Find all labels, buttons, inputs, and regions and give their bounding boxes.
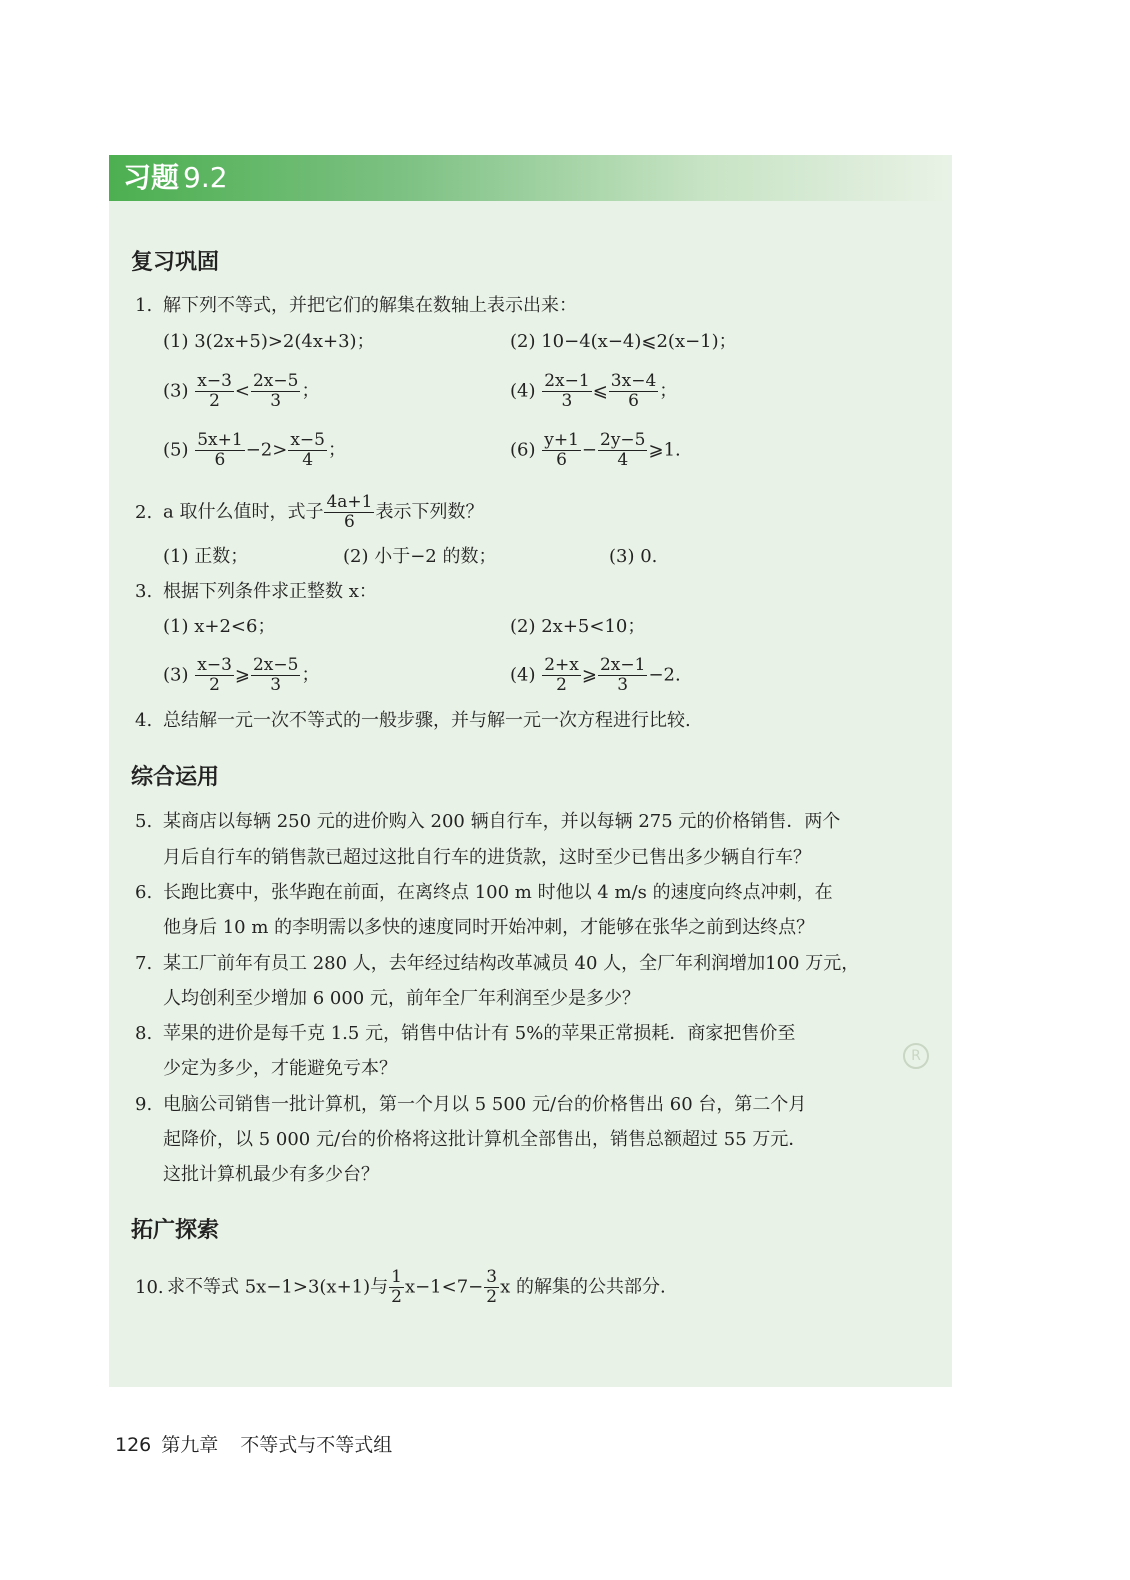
page-number: 126 <box>115 1434 152 1456</box>
numerator: 3x−4 <box>610 371 657 391</box>
q2-part-3: (3) 0. <box>609 546 658 567</box>
section-heading-extension: 拓广探索 <box>131 1218 220 1243</box>
denominator: 6 <box>628 391 639 411</box>
numerator: 2y−5 <box>600 430 646 450</box>
question-1 <box>135 293 577 319</box>
fraction <box>484 1268 499 1307</box>
question-8 <box>135 1021 795 1047</box>
denominator: 2 <box>556 675 567 695</box>
denominator: 3 <box>617 675 629 695</box>
question-6 <box>135 880 833 906</box>
punctuation: −2. <box>648 664 681 686</box>
part-label: (6) <box>510 439 536 461</box>
part-label: (4) <box>510 664 536 686</box>
section-heading-review: 复习巩固 <box>131 250 220 275</box>
question-text: 长跑比赛中，张华跑在前面，在离终点 100 m 时他以 4 m/s 的速度向终点冲刺，在 <box>163 882 833 903</box>
fraction <box>324 493 374 532</box>
exercise-title <box>123 159 228 197</box>
page-footer <box>115 1430 392 1457</box>
question-text: 某工厂前年有员工 280 人，去年经过结构改革减员 40 人，全厂年利润增加100 万元， <box>163 953 860 974</box>
denominator: 6 <box>556 450 567 470</box>
question-text: 表示下列数？ <box>375 501 484 523</box>
part-label: (4) <box>510 380 536 402</box>
fraction <box>195 431 244 470</box>
numerator: 2x−5 <box>252 371 299 391</box>
fraction <box>389 1268 404 1307</box>
punctuation: ； <box>659 380 678 402</box>
denominator: 3 <box>561 391 573 411</box>
question-number: 7. <box>135 953 153 974</box>
question-2 <box>135 493 483 532</box>
numerator: 3 <box>486 1267 498 1287</box>
fraction <box>542 372 591 411</box>
question-text: 解下列不等式，并把它们的解集在数轴上表示出来： <box>163 295 577 316</box>
numerator: x−3 <box>197 371 232 391</box>
q3-part-4 <box>510 656 681 695</box>
part-label: (3) <box>163 664 189 686</box>
q1-part-3 <box>163 372 319 411</box>
q1-part-6 <box>510 431 681 470</box>
question-number: 2. <box>135 501 153 523</box>
question-text: 总结解一元一次不等式的一般步骤，并与解一元一次方程进行比较. <box>163 710 691 731</box>
punctuation: ⩾1. <box>648 439 681 461</box>
punctuation: ； <box>327 439 346 461</box>
punctuation: ； <box>301 380 320 402</box>
title-number: 9.2 <box>183 161 228 194</box>
denominator: 6 <box>214 450 226 470</box>
operator: ⩾ <box>234 664 250 686</box>
question-number: 1. <box>135 295 153 316</box>
fraction <box>598 656 647 695</box>
question-9-line-3: 这批计算机最少有多少台？ <box>163 1164 379 1185</box>
q1-part-4 <box>510 372 677 411</box>
numerator: x−3 <box>197 655 232 675</box>
fraction <box>288 431 327 470</box>
fraction <box>542 656 581 695</box>
fraction <box>251 656 300 695</box>
denominator: 2 <box>209 675 220 695</box>
q2-part-1: (1) 正数； <box>163 546 249 567</box>
question-8-line-2: 少定为多少，才能避免亏本？ <box>163 1058 397 1079</box>
question-number: 9. <box>135 1094 153 1115</box>
question-number: 3. <box>135 581 153 602</box>
question-6-line-2: 他身后 10 m 的李明需以多快的速度同时开始冲刺，才能够在张华之前到达终点？ <box>163 917 815 938</box>
numerator: 4a+1 <box>326 492 373 512</box>
q3-part-2: (2) 2x+5<10； <box>510 616 646 637</box>
q3-part-3 <box>163 656 319 695</box>
question-number: 6. <box>135 882 153 903</box>
numerator: 1 <box>391 1267 402 1287</box>
operator: ⩽ <box>592 380 608 402</box>
question-number: 8. <box>135 1023 153 1044</box>
denominator: 4 <box>617 450 629 470</box>
part-label: (3) <box>163 380 189 402</box>
question-text: 电脑公司销售一批计算机，第一个月以 5 500 元/台的价格售出 60 台，第二个月 <box>163 1094 807 1115</box>
question-4 <box>135 708 691 734</box>
question-text: 求不等式 5x−1>3(x+1)与 <box>167 1276 389 1298</box>
question-text: x−1<7− <box>404 1276 484 1298</box>
chapter-title: 不等式与不等式组 <box>240 1434 393 1456</box>
numerator: 2x−1 <box>544 371 590 391</box>
fraction <box>542 431 581 470</box>
question-7-line-2: 人均创利至少增加 6 000 元，前年全厂年利润至少是多少？ <box>163 988 640 1009</box>
question-number: 10. <box>135 1276 164 1298</box>
question-3 <box>135 579 377 605</box>
denominator: 2 <box>486 1287 498 1307</box>
numerator: x−5 <box>290 430 325 450</box>
operator: − <box>581 439 597 461</box>
question-7 <box>135 951 859 977</box>
question-text: a 取什么值时，式子 <box>163 501 324 523</box>
denominator: 2 <box>209 391 220 411</box>
question-9-line-2: 起降价，以 5 000 元/台的价格将这批计算机全部售出，销售总额超过 55 万元． <box>163 1129 807 1150</box>
fraction <box>195 656 234 695</box>
section-heading-application: 综合运用 <box>131 765 220 790</box>
q3-part-1: (1) x+2<6； <box>163 616 276 637</box>
fraction <box>251 372 300 411</box>
question-text: 根据下列条件求正整数 x： <box>163 581 377 602</box>
denominator: 4 <box>302 450 314 470</box>
question-number: 5. <box>135 811 153 832</box>
numerator: 2x−1 <box>599 655 646 675</box>
numerator: 2+x <box>544 655 579 675</box>
q1-part-1: (1) 3(2x+5)>2(4x+3)； <box>163 331 375 352</box>
punctuation: ； <box>301 664 320 686</box>
numerator: 2x−5 <box>252 655 299 675</box>
question-text: x 的解集的公共部分. <box>500 1276 666 1298</box>
numerator: 5x+1 <box>197 430 243 450</box>
question-5 <box>135 809 840 835</box>
title-label: 习题 <box>123 161 180 194</box>
denominator: 3 <box>270 391 282 411</box>
denominator: 6 <box>344 512 355 532</box>
part-label: (5) <box>163 439 189 461</box>
question-9 <box>135 1092 806 1118</box>
question-text: 苹果的进价是每千克 1.5 元，销售中估计有 5%的苹果正常损耗．商家把售价至 <box>163 1023 796 1044</box>
question-10 <box>135 1268 666 1307</box>
fraction <box>195 372 234 411</box>
question-text: 某商店以每辆 250 元的进价购入 200 辆自行车，并以每辆 275 元的价格销售．两个 <box>163 811 841 832</box>
q1-part-5 <box>163 431 346 470</box>
fraction <box>609 372 658 411</box>
q2-part-2: (2) 小于−2 的数； <box>343 546 497 567</box>
operator: ⩾ <box>581 664 597 686</box>
fraction <box>598 431 647 470</box>
registered-mark-icon: R <box>903 1043 929 1069</box>
chapter-label: 第九章 <box>161 1434 219 1456</box>
q1-part-2: (2) 10−4(x−4)⩽2(x−1)； <box>510 331 737 352</box>
denominator: 3 <box>270 675 282 695</box>
question-5-line-2: 月后自行车的销售款已超过这批自行车的进货款，这时至少已售出多少辆自行车？ <box>163 847 811 868</box>
numerator: y+1 <box>544 430 579 450</box>
denominator: 2 <box>391 1287 402 1307</box>
operator: < <box>234 380 250 402</box>
operator: −2> <box>245 439 288 461</box>
question-number: 4. <box>135 710 153 731</box>
exercise-title-bar <box>109 155 952 201</box>
